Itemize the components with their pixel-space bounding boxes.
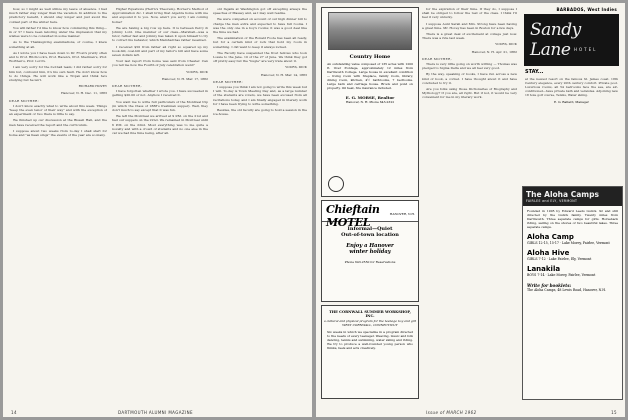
- paragraph: I don't know exactly what to write about this week. Things "keep the even tenor of their way" and with the exception of an experiment or two there is little to say.: [9, 103, 107, 117]
- camp-name: Lanakila: [527, 265, 561, 274]
- paragraph: We finished up our discussion at the Bissell Hall, and the men have received the report and the curriculum.: [9, 118, 107, 127]
- running-footer: DARTMOUTH ALUMNI MAGAZINE: [118, 410, 193, 415]
- greeting: DEAR MOTHER,: [422, 56, 452, 61]
- motel-location: HANOVER, N.H.: [389, 212, 415, 216]
- greeting: DEAR MOTHER:: [213, 79, 243, 84]
- broker-address: Hanover, N. H. Phone 643-2322: [345, 100, 395, 104]
- paragraph: Are you folks using those Dictionaries of Biography and Mythology? If you are, all right. But if not, it would be very convenient for me in my literary work.: [422, 87, 517, 100]
- motel-line: Out-of-town location: [341, 232, 399, 238]
- paragraph: You want me to write full particulars of the Montreal trip (in which the Class of 1888's freshman supper). Well, they don't much to say except that it was fun.: [112, 99, 208, 113]
- paragraph: I suppose about two weeks from to-day I shall start for home and "as Kean sings" the events of the year are so many.: [9, 128, 107, 138]
- motel-line: Enjoy a Hanover: [346, 243, 394, 249]
- paragraph: We left the Montreal we arrived at 9 P.M. on the 21st and had our suppers on the 22nd. We remained in Montreal until 6 P.M. on the 22nd. Most everything was to me quite a novelty and with a crowd of students and no one else in the car we had fine time being, after all.: [112, 114, 208, 136]
- hotel-logo-box: [524, 14, 619, 66]
- text-column-middle: [422, 7, 517, 397]
- text-column-1: [9, 7, 107, 397]
- motel-line: Informal—Quiet: [347, 226, 393, 232]
- camp-name: Aloha Camp: [527, 233, 574, 241]
- country-home-ad: [321, 7, 419, 197]
- page-number: 14: [11, 410, 17, 415]
- paragraph: how, so I might as well utilize my leave of absence. I had much rather stay longer than the vacation. In addition to the predictory benefit, I should stay longer and just avoid the coldest part of the winter here.: [9, 7, 107, 24]
- paragraph: You will father I'd like to know how commuting this thing—in or 5? I have been laboring under the impression that my wishes were to be consulted in some manner.: [9, 25, 107, 39]
- dateline: Hanover, N. H. Apr. 21, 1882: [471, 49, 517, 54]
- paragraph: I suppose Aunt Sarah and Mrs. Strong have been having a great time. Mr. Hovey has been in Boston for a few days.: [422, 21, 517, 30]
- aloha-subtitle: FAIRLEE and ELY, VERMONT: [526, 199, 578, 203]
- paragraph: I have forgotten whether I wrote you. I have succeeded in getting $20.00 or not. Anyhow I received it.: [112, 89, 208, 98]
- ad-body: An outstanding value composed of 135 acres with 1200 ft. river frontage, approximately 12 miles from Dartmouth College. Large house in excellent condition — living room with fireplace, family room, library, dining room, kitchen, 4½ bathrooms, 7 bedrooms. Large barn and carriage house. Brook and pond on property. Oil heat, fire insurance included.: [327, 62, 413, 90]
- paragraph: As I wrote you I have been down to Dr. Frost's pretty often and to Prof. Hitchcock's, Prof. Hazen's, Prof. Sherman's, Prof. Worthen's, Prof. Lord's.: [9, 50, 107, 64]
- paragraph: As to the Thanksgiving examinations, of course, I knew something at all.: [9, 40, 107, 49]
- paragraph: Your last report from home was sent from Chester. Can you tell me how the Fourth of July celebration went?: [112, 59, 208, 68]
- signature: YOURS, DICK: [495, 42, 517, 47]
- paragraph: The examination of the Ronald Foote has been all ready, but for a certain kind of lock that hold my room in something. I did want to keep it always locked.: [213, 36, 307, 49]
- hotel-name: Sandy Lane: [530, 20, 581, 60]
- workshop-subtitle: a cultural and physical program for the teenage boy and girl: [323, 319, 417, 323]
- motel-name: Chieftain MOTEL: [326, 203, 380, 229]
- text-column-2: [112, 7, 208, 397]
- issue-footer: Issue of MARCH 1962: [426, 410, 477, 415]
- motel-ad: [321, 200, 419, 302]
- ad-headline: Country Home: [349, 54, 391, 60]
- paragraph: I received $50 from father all right so squared up my book-bill, coal-bill and part of my tailor's bill and have some seven dollars left.: [112, 44, 208, 58]
- right-page: [316, 3, 625, 417]
- ad-headline: STAY...: [525, 69, 544, 75]
- text-column-3: [213, 7, 307, 397]
- dateline: Hanover, N. H. Mar. 14, 1883: [260, 72, 307, 77]
- hotel-word: HOTEL: [574, 47, 598, 52]
- paragraph: The Faculty have suspended the frost fellows who took Lossie to the Jane. 10 of the 27 of June. We think they got off pretty easy but the "bugle" are very irate about it.: [213, 50, 307, 64]
- workshop-place: WEST CORNWALL, CONNECTICUT: [342, 323, 398, 327]
- aloha-header: [523, 187, 622, 206]
- left-page: [3, 3, 312, 417]
- paragraph: There is a great deal of excitement at college just now. There was a ride last week.: [422, 32, 517, 41]
- workshop-ad: [321, 305, 419, 399]
- camp-meta: GIRLS 12-15, 15-17 · Lake Morey, Fairlee, Vermont: [527, 241, 610, 245]
- greeting: DEAR MOTHER,: [112, 84, 142, 89]
- ad-body: at the newest resort on the famous St. James coast. 18th Century elegance, every 20th century comfort. Private pool. Luxurious rooms, all 54 bedrooms face the sea, are air-conditioned—have private bath and verandas. Adjoining new 18 hole golf course, Tennis, Water skiing.: [525, 77, 618, 97]
- aloha-footer-address: The Aloha Camps, 48 Lewis Road, Hanover, N.H.: [527, 287, 607, 292]
- page-number: 15: [611, 410, 617, 415]
- dateline: Hanover, N. H. Dec. 11, 1883: [60, 91, 107, 96]
- paragraph: We are having a big row up here. It is between Percy & Johnny Lord. One member of our class—Marshall—was a tutor, rather fast and Johnny has taken it upon himself to try to correct his behavior, which Marshall has rather resented.: [112, 25, 208, 43]
- paragraph: I suppose you think I am not going to write this week but I will. To-day is Town Meeting Day and, as a large number of the students are voters, we have been excused from all recitations today, and I am finally engaged in literary work for I have been trying to write something.: [213, 85, 307, 106]
- signature: YOURS, DICK: [186, 69, 208, 74]
- barbados-hotel-ad: [522, 7, 621, 183]
- manager-signature: E. G. Ballard, Manager: [554, 100, 589, 104]
- camp-name: Aloha Hive: [527, 249, 570, 258]
- workshop-title: THE CORNWALL SUMMER WORKSHOP, INC.: [329, 310, 411, 318]
- workshop-body: Six weeks in which we specialize in a program directed to the needs of every teenager. Weaving, music and folk dancing, tennis and swimming, water skiing and riding. We try to produce a well-rounded young person who thinks, feels and acts creatively.: [327, 330, 413, 350]
- aloha-camps-ad: [522, 186, 623, 400]
- aloha-footer: Write for booklets:: [527, 282, 572, 288]
- paragraph: I am very sorry for the football team; I did rather sorry for him but, confound him, it's his own fault. He don't know how to do things. He will work like a Trojan and think he's studying but he isn't.: [9, 65, 107, 83]
- aloha-body: Founded in 1905 by Edward Leeds Gulick. 92 and still directed by the Gulick family. Twenty miles from Dartmouth. Three separate camps for girls. Horseback riding, sailing on the shores of two beautiful lakes. Three separate camps.: [527, 209, 618, 229]
- signature: YOURS, DICK: [285, 65, 307, 70]
- paragraph: By the way, speaking of books, I have run across a new kind of book, a cornet. I have thought about it and have concluded to try it.: [422, 72, 517, 85]
- camp-meta: BOYS 7-14 · Lake Morey, Fairlee, Vermont: [527, 273, 596, 278]
- dateline: Hanover, N. H. Mar. 17, 1882: [161, 76, 208, 81]
- broker-name: E. G. MORSE, Realtor: [345, 95, 395, 100]
- paragraph: Higher Equations (Herrn's Theorem), Horner's Method of Approximation &c. I shall bring that Algebra home with me and expound it to you. Now, aren't you sorry I am coming home?: [112, 7, 208, 24]
- paragraph: old Ingalls at Washington got off excepting always the speeches of Massey and, as I may well realize.: [213, 7, 307, 16]
- paragraph: for the expiration of their time. If they do, I suppose I shall be obliged to follow the rest of the class. I think I'll feel it very unlucky.: [422, 7, 517, 20]
- motel-contact: Phone 643-2550 for Reservations: [344, 260, 396, 264]
- aloha-title: The Aloha Camps: [526, 190, 599, 199]
- paragraph: We were compelled on account of our high dinner bill to charge the men extra and expected to have full rooms. I was the only one in a boy's rooms; it was a good deal like the time we had.: [213, 17, 307, 35]
- greeting: DEAR MOTHER:: [9, 98, 39, 103]
- house-photo: [328, 12, 412, 50]
- ad-location: BARBADOS, West Indies: [556, 7, 617, 12]
- motel-line: winter holiday: [349, 249, 391, 255]
- signature: RICHARD HOVEY: [78, 84, 107, 89]
- realtor-seal-icon: [328, 176, 344, 192]
- camp-meta: GIRLS 7-12 · Lake Fairlee, Ely, Vermont: [527, 257, 592, 262]
- paragraph: Besides, the old faculty are going to hold a session in the ice-house.: [213, 108, 307, 117]
- paragraph: There is very little going on worth writing — Thomas was pledged to Sigma Delta and we all feel very good.: [422, 62, 517, 71]
